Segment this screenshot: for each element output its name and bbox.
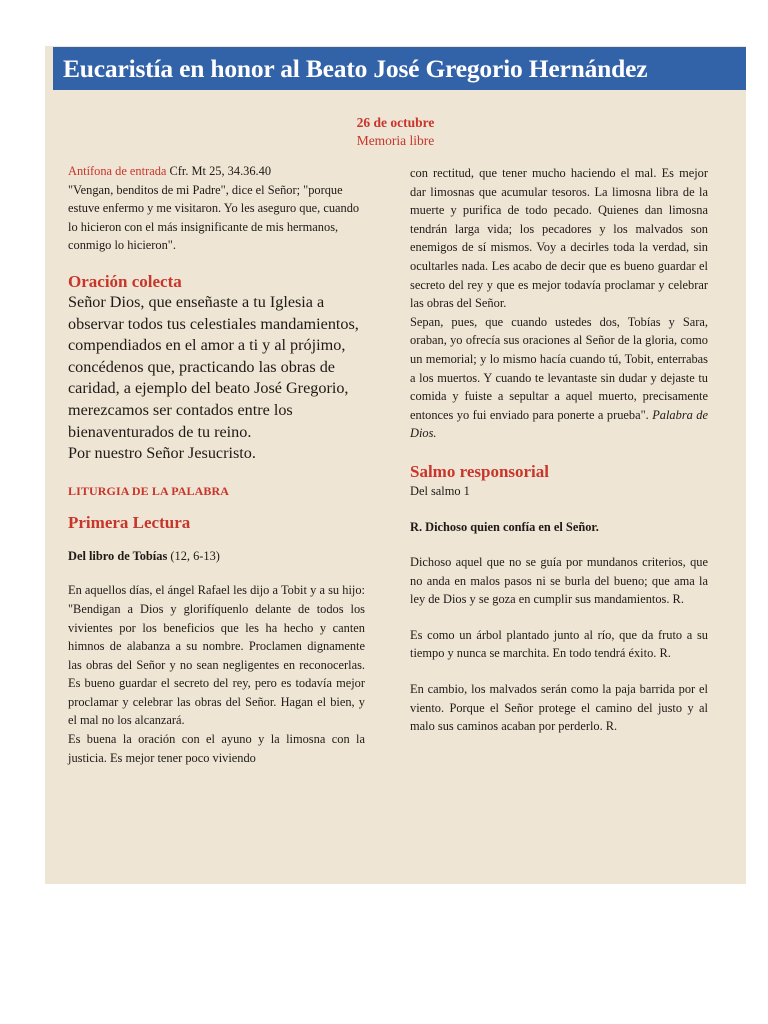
salmo-stanza-1: Dichoso aquel que no se guía por mundanos criterios, que no anda en malos pasos ni se burla del bueno; que ama la ley de Dios y se goza en cumplir sus mandamientos. R. [410, 555, 708, 607]
primera-source-ref: (12, 6-13) [167, 548, 220, 563]
primera-source [68, 547, 365, 566]
dateline [45, 114, 746, 150]
antifona-paragraph [68, 162, 365, 255]
antifona-text: "Vengan, benditos de mi Padre", dice el Señor; "porque estuve enfermo y me visitaron. Yo les aseguro que, cuando lo hicieron con el más insignificante de mis hermanos, conmigo lo hicieron". [68, 182, 360, 253]
antifona-reference: Cfr. Mt 25, 34.36.40 [166, 164, 272, 178]
primera-para-3: con rectitud, que tener mucho haciendo el mal. Es mejor dar limosnas que acumular tesoros. La limosna libra de la muerte y purifica de todo pecado. Quienes dan limosna tendrán larga vida; los pecadores y los malvados son enemigos de sí mismos. Voy a decirles toda la verdad, sin ocultarles nada. Les acabo de decir que es bueno guardar el secreto del rey y que es mejor todavía proclamar y celebrar las obras del Señor. [410, 166, 708, 311]
memoria-label: Memoria libre [356, 133, 435, 148]
page-title: Eucaristía en honor al Beato José Gregorio Hernández [63, 53, 648, 83]
liturgia-label: LITURGIA DE LA PALABRA [68, 483, 230, 498]
primera-heading: Primera Lectura [68, 512, 191, 532]
primera-para-4 [410, 313, 708, 443]
oracion-text [68, 292, 365, 465]
oracion-heading: Oración colecta [68, 271, 182, 291]
feast-date: 26 de octubre [356, 115, 435, 130]
oracion-body: Señor Dios, que enseñaste a tu Iglesia a observar todos tus celestiales mandamientos, compendiados en el amor a ti y al prójimo, concédenos que, practicando las obras de caridad, a ejemplo del beato José Gregorio, merezcamos ser contados entre los bienaventurados de tu reino. [68, 292, 359, 441]
salmo-source: Del salmo 1 [410, 483, 470, 498]
title-banner [53, 47, 746, 90]
bulletin-page [45, 46, 746, 884]
antifona-label: Antífona de entrada [68, 164, 167, 178]
salmo-response: R. Dichoso quien confía en el Señor. [410, 519, 599, 534]
primera-closing: Palabra de Dios. [410, 407, 708, 441]
primera-source-book: Del libro de Tobías [68, 548, 168, 563]
right-column [410, 164, 708, 736]
oracion-closing: Por nuestro Señor Jesucristo. [68, 444, 256, 463]
salmo-stanza-3: En cambio, los malvados serán como la paja barrida por el viento. Porque el Señor protege el camino del justo y al malo sus caminos acaban por perderlo. R. [410, 682, 708, 734]
primera-para-2: Es buena la oración con el ayuno y la limosna con la justicia. Es mejor tener poco viviendo [68, 732, 365, 765]
salmo-heading: Salmo responsorial [410, 461, 550, 481]
primera-para-1: En aquellos días, el ángel Rafael les dijo a Tobit y a su hijo: "Bendigan a Dios y glorifíquenlo delante de todos los vivientes por los beneficios que les ha hecho y canten himnos de alabanza a su nombre. Proclamen dignamente las obras del Señor y no sean negligentes en reconocerlas. Es bueno guardar el secreto del rey, pero es todavía mejor proclamar y celebrar las obras del Señor. Hagan el bien, y el mal no los alcanzará. [68, 583, 365, 728]
left-column [68, 162, 365, 767]
primera-para-4-text: Sepan, pues, que cuando ustedes dos, Tobías y Sara, oraban, yo ofrecía sus oraciones al Señor de la gloria, como un memorial; y lo mismo hacía cuando tú, Tobit, enterrabas a los muertos. Y cuando te levantaste sin dudar y dejaste tu comida y fuiste a sepultar a aquel muerto, precisamente entonces yo fui enviado para ponerte a prueba". [410, 314, 708, 422]
salmo-stanza-2: Es como un árbol plantado junto al río, que da fruto a su tiempo y nunca se marchita. En todo tendrá éxito. R. [410, 627, 708, 661]
